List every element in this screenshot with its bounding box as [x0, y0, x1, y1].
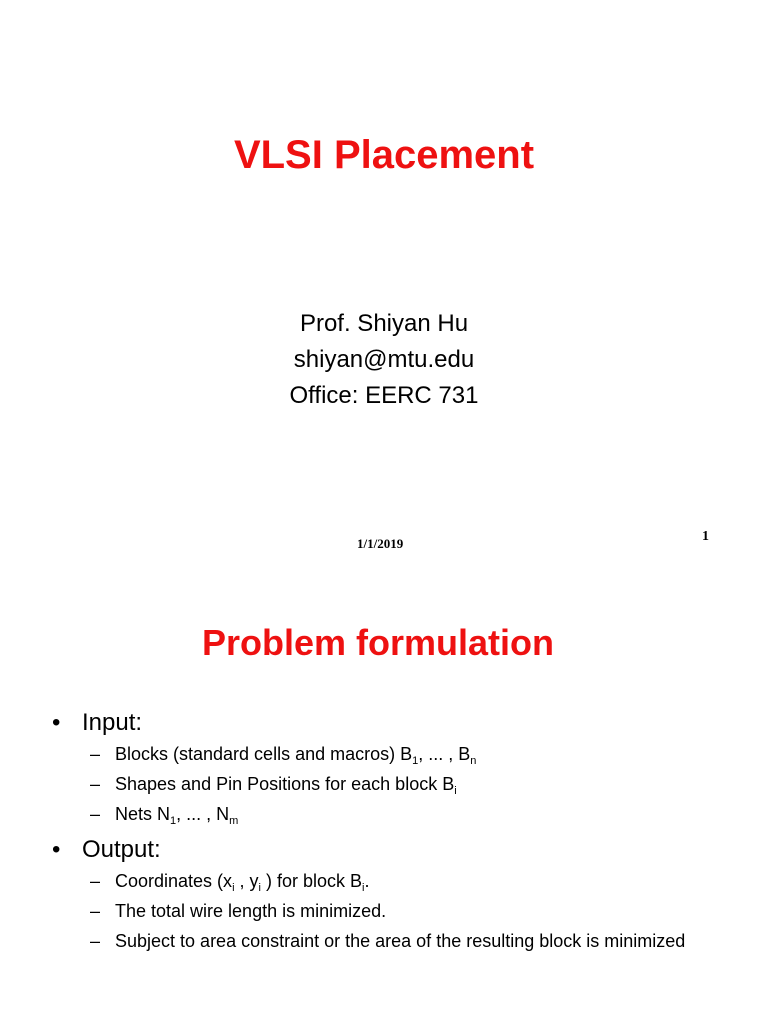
- dash-mark: –: [90, 901, 101, 921]
- output-label: Output:: [82, 836, 161, 863]
- author-name: Prof. Shiyan Hu: [299, 310, 469, 337]
- author-office: Office: EERC 731: [289, 382, 479, 409]
- subscript: 1: [170, 815, 177, 827]
- bullet-mark: •: [52, 709, 61, 736]
- shapes-text: Shapes and Pin Positions for each block B: [115, 774, 455, 794]
- list-item-shapes: [90, 773, 742, 795]
- coords-text: Coordinates (x: [115, 871, 233, 891]
- bullet-mark: •: [52, 836, 61, 863]
- coords-text-mid: , y: [234, 871, 259, 891]
- coords-text-mid2: ) for block B: [260, 871, 363, 891]
- author-info: [0, 306, 768, 414]
- input-bullet: [52, 706, 742, 740]
- dash-mark: –: [90, 871, 101, 891]
- subscript: n: [470, 755, 477, 767]
- nets-text: Nets N: [115, 804, 171, 824]
- dash-mark: –: [90, 744, 101, 764]
- subscript: i: [232, 882, 235, 894]
- list-item-blocks: [90, 743, 742, 765]
- blocks-text-mid: , ... , B: [418, 744, 471, 764]
- list-item-nets: [90, 803, 742, 825]
- slide-date: 1/1/2019: [357, 536, 404, 551]
- subscript: i: [362, 882, 365, 894]
- wire-length-text: The total wire length is minimized.: [115, 901, 387, 921]
- dash-mark: –: [90, 774, 101, 794]
- slide-title: VLSI Placement: [233, 133, 535, 177]
- area-text: Subject to area constraint or the area of the resulting block is minimized: [115, 931, 686, 951]
- list-item-coordinates: [90, 870, 742, 892]
- coords-text-end: .: [364, 871, 370, 891]
- list-item-wire-length: [90, 900, 742, 922]
- page-number: 1: [702, 529, 709, 544]
- nets-text-mid: , ... , N: [176, 804, 230, 824]
- author-email: shiyan@mtu.edu: [293, 346, 475, 373]
- formulation-outline: [52, 706, 742, 960]
- output-bullet: [52, 833, 742, 867]
- subscript: m: [229, 815, 239, 827]
- blocks-text: Blocks (standard cells and macros) B: [115, 744, 413, 764]
- output-list: [90, 870, 742, 952]
- subscript: i: [258, 882, 261, 894]
- dash-mark: –: [90, 931, 101, 951]
- dash-mark: –: [90, 804, 101, 824]
- list-item-area: [90, 930, 742, 952]
- subscript: 1: [412, 755, 419, 767]
- input-label: Input:: [82, 709, 143, 736]
- subscript: i: [454, 785, 457, 797]
- input-list: [90, 743, 742, 825]
- section-title: Problem formulation: [201, 622, 555, 663]
